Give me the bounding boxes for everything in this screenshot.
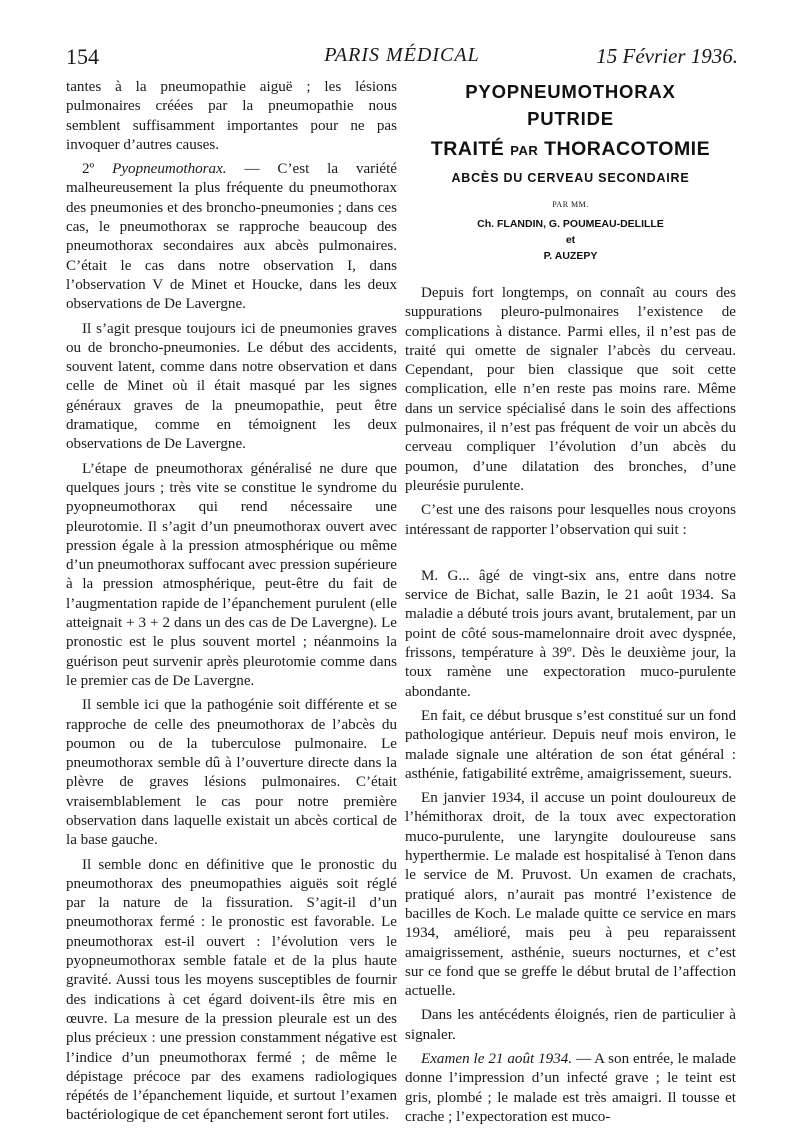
- paragraph-text: — A son entrée, le malade donne l’impression d’un infecté grave ; le teint est gris, plombé ; le malade est très amaigri. Il tousse et crache ; l’expectoration est muco-: [405, 1050, 736, 1125]
- author-line: Ch. FLANDIN, G. POUMEAU-DELILLE: [477, 218, 664, 230]
- paragraph: Il semble ici que la pathogénie soit différente et se rapproche de celle des pneumothorax de l’abcès du poumon ou de la tuberculose pulmonaire. Le pneumothorax semble dû à l’ouverture directe dans la plèvre de graves lésions pulmonaires. C’était vraisemblablement le cas pour notre première observation dans laquelle existait un abcès cortical de la base gauche.: [66, 697, 397, 849]
- paragraph: En janvier 1934, il accuse un point douloureux de l’hémithorax droit, de la toux avec expectoration muco-purulente, une laryngite douloureuse sans hyperthermie. Le malade est hospitalisé à Tenon dans le service de M. Pruvost. Un examen de crachats, pratiqué alors, n’aurait pas montré l’existence de bacilles de Koch. Le malade quitte ce service en mars 1934, amélioré, mais peu à peu reparaissent amaigrissement, asthénie, sueurs nocturnes, et c’est sur ce fond que se greffe le début brutal de l’affection actuelle.: [405, 790, 736, 1000]
- paragraph-examen: [405, 1050, 736, 1127]
- right-column: [405, 78, 736, 1132]
- title-part: PAR: [510, 143, 539, 158]
- left-column: [66, 78, 397, 1131]
- section-heading: Examen le 21 août 1934.: [421, 1050, 573, 1067]
- page-number: 154: [66, 44, 99, 69]
- paragraph: Depuis fort longtemps, on connaît au cours des suppurations pleuro-pulmonaires l’existence de complications à distance. Parmi elles, il n’est pas de traité qui omette de signaler l’abcès du cerveau. Cependant, pour bien classique que soit cette complication, elle n’en reste pas moins rare. Même dans un service spécialisé dans le soin des affections pulmonaires, il n’est pas fréquent de voir un abcès du cerveau compliquer l’évolution d’un abcès du poumon, d’une dilatation des bronches, d’une pleurésie purulente.: [405, 285, 736, 494]
- article-title-block: [405, 78, 736, 264]
- paragraph: Il s’agit presque toujours ici de pneumonies graves ou de broncho-pneumonies. Le début des accidents, souvent latent, comme dans notre observation et dans celle de Minet où il était masqué par les signes généraux graves de la pneumopathie, peut être dramatique, comme en témoignent les deux observations de De Lavergne.: [66, 320, 397, 453]
- authors: [405, 216, 736, 264]
- paragraph: C’est une des raisons pour lesquelles nous croyons intéressant de rapporter l’observation qui suit :: [405, 502, 736, 538]
- section-number: 2º: [82, 161, 113, 178]
- paragraph-pyopneumothorax: [66, 160, 397, 314]
- article-subtitle: ABCÈS DU CERVEAU SECONDAIRE: [451, 171, 690, 185]
- paragraph: M. G... âgé de vingt-six ans, entre dans notre service de Bichat, salle Bazin, le 21 août 1934. Sa maladie a débuté trois jours avant, brutalement, par un point de côté sous-mamelonnaire droit avec dyspnée, frissons, température à 39º. Dès le deuxième jour, la toux ramène une expectoration muco-purulente abondante.: [405, 567, 736, 700]
- paragraph: Il semble donc en définitive que le pronostic du pneumothorax des pneumopathies aiguës soit réglé par la nature de la fissuration. S’agit-il d’un pneumothorax fermé : le pronostic est favorable. Le pneumothorax est-il ouvert : l’évolution vers le pyopneumothorax semble fatale et de la plus haute gravité. Aussi tous les moyens susceptibles de fournir des indications à cet égard doivent-ils être mis en œuvre. La mesure de la pression pleurale est un des plus précieux : une pression constamment négative est l’indice d’un pneumothorax fermé ; de même le dépistage précoce par des examens radiologiques répétés de l’épanchement liquide, et surtout l’examen bactériologique de cet épanchement seront fort utiles.: [66, 856, 397, 1124]
- author-line: P. AUZEPY: [543, 250, 598, 262]
- paragraph: L’étape de pneumothorax généralisé ne dure que quelques jours ; très vite se constitue le syndrome du pyopneumothorax qui rend nécessaire une pleurotomie. Il s’agit d’un pneumothorax ouvert avec pression égale à la pression atmosphérique ou même d’un pneumothorax suffocant avec pression supérieure à la pression atmosphérique, peut-être du fait de l’augmentation rapide de l’épanchement purulent (elle atteignait + 3 + 2 dans un des cas de De Lavergne). Le pronostic est le plus souvent mortel ; néanmoins la guérison peut survenir après pleurotomie comme dans le premier cas de De Lavergne.: [66, 460, 397, 689]
- page-header: [66, 44, 738, 76]
- paragraph: Dans les antécédents éloignés, rien de particulier à signaler.: [405, 1007, 736, 1043]
- author-line: et: [565, 234, 576, 246]
- section-heading: Pyopneumothorax.: [112, 161, 227, 178]
- paragraph-text: — C’est la variété malheureusement la plus fréquente du pneumothorax des pneumonies et des broncho-pneumonies ; dans ces cas, le pneumothorax se rapproche beaucoup des pneumothorax secondaires aux abcès pulmonaires. C’était le cas dans notre observation I, dans l’observation V de Minet et Houcke, dans les deux observations de De Lavergne.: [66, 161, 397, 313]
- article-title-line: [405, 134, 736, 166]
- byline-prefix: PAR MM.: [552, 200, 589, 209]
- title-part: THORACOTOMIE: [538, 138, 711, 160]
- issue-date: 15 Février 1936.: [596, 44, 738, 68]
- paragraph: En fait, ce début brusque s’est constitué sur un fond pathologique antérieur. Depuis neuf mois environ, le malade signale une altération de son état général : asthénie, fatigabilité extrême, amaigrissement, sueurs.: [405, 707, 736, 782]
- title-part: TRAITÉ: [430, 138, 511, 160]
- journal-title: PARIS MÉDICAL: [324, 44, 480, 66]
- article-title-line: PYOPNEUMOTHORAX: [465, 81, 676, 102]
- article-title-line: PUTRIDE: [527, 108, 614, 129]
- paragraph: tantes à la pneumopathie aiguë ; les lésions pulmonaires créées par la pneumopathie nous semblent suffisamment importantes pour ne pas invoquer d’autres causes.: [66, 79, 397, 153]
